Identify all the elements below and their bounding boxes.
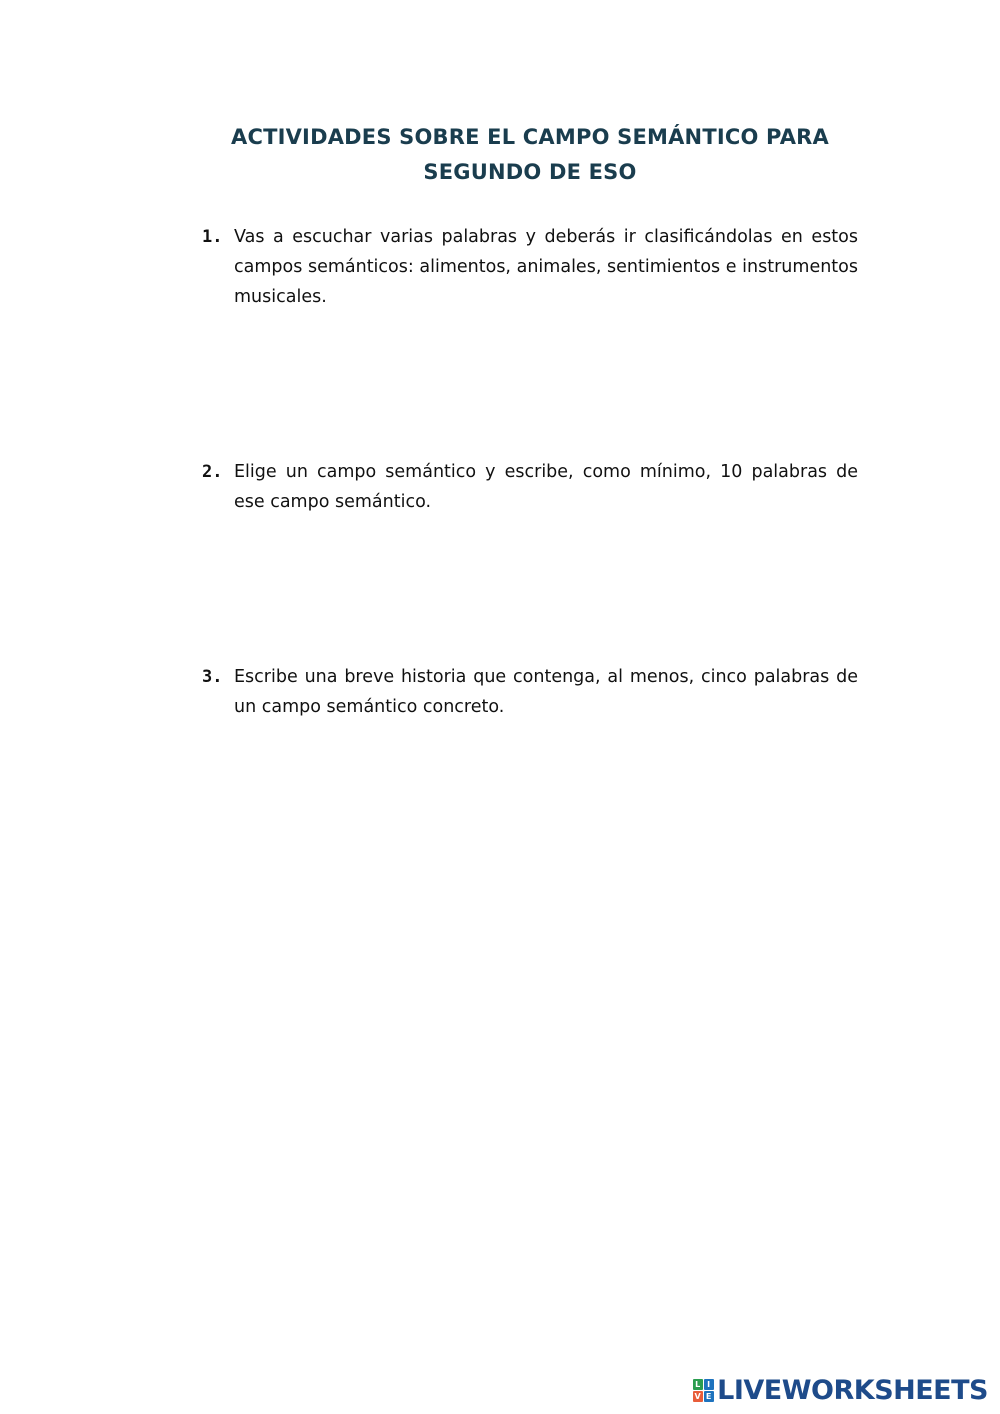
activity-item bbox=[202, 222, 858, 312]
logo-letter: E bbox=[704, 1391, 714, 1402]
logo-letter: V bbox=[694, 1391, 701, 1401]
liveworksheets-logo bbox=[692, 1374, 988, 1406]
activity-number: 3. bbox=[202, 667, 223, 687]
activity-item bbox=[202, 457, 858, 517]
activity-number: 2. bbox=[202, 462, 223, 482]
logo-letter: L bbox=[693, 1379, 703, 1390]
activity-number: 1. bbox=[202, 227, 223, 247]
page-title bbox=[180, 120, 880, 190]
activity-item bbox=[202, 662, 858, 722]
activity-text: Vas a escuchar varias palabras y deberás ir clasificándolas en estos campos semánticos: alimentos, animales, sentimientos e instrumentos musicales. bbox=[234, 227, 858, 307]
logo-text: LIVEWORKSHEETS bbox=[717, 1374, 988, 1406]
title-line-2: SEGUNDO DE ESO bbox=[423, 160, 637, 184]
activity-text: Elige un campo semántico y escribe, como mínimo, 10 palabras de ese campo semántico. bbox=[234, 462, 858, 512]
activity-text: Escribe una breve historia que contenga, al menos, cinco palabras de un campo semántico concreto. bbox=[234, 667, 858, 717]
title-line-1: ACTIVIDADES SOBRE EL CAMPO SEMÁNTICO PARA bbox=[231, 125, 829, 149]
logo-mark-icon bbox=[692, 1378, 714, 1402]
logo-letter: I bbox=[704, 1379, 714, 1390]
